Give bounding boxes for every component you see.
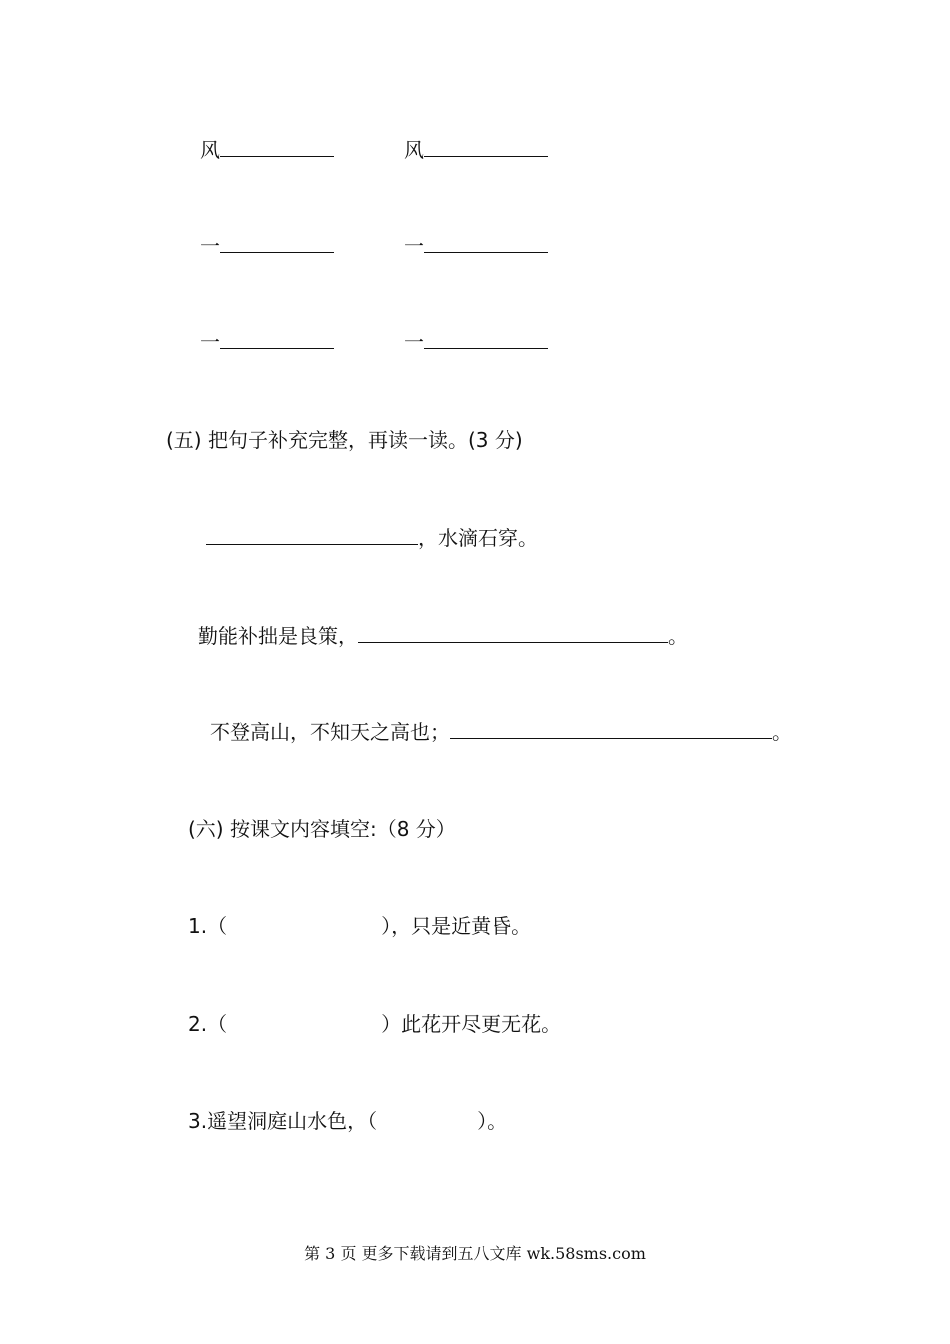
sentence-text: 勤能补拙是良策， — [198, 624, 358, 648]
sentence-text: ，水滴石穿。 — [418, 526, 538, 550]
answer-blank[interactable] — [424, 328, 548, 349]
question-1 — [188, 912, 531, 940]
answer-blank[interactable] — [220, 136, 334, 157]
question-prefix: 1.（ — [188, 914, 228, 938]
section-6-heading: (六) 按课文内容填空:（8 分） — [188, 817, 456, 841]
answer-blank[interactable] — [424, 136, 548, 157]
answer-blank[interactable] — [424, 232, 548, 253]
sentence-text: 不登高山，不知天之高也； — [210, 720, 450, 744]
word-row-3 — [200, 328, 334, 356]
word-char: 风 — [200, 138, 220, 162]
word-char: 一 — [404, 234, 424, 258]
sentence-end: 。 — [668, 624, 688, 648]
question-prefix: 2.（ — [188, 1012, 228, 1036]
question-suffix: ）此花开尽更无花。 — [381, 1012, 562, 1036]
word-row-3-right — [404, 328, 548, 356]
question-2 — [188, 1010, 561, 1038]
word-char: 一 — [404, 330, 424, 354]
sentence-1 — [206, 524, 538, 552]
word-row-1 — [200, 136, 334, 164]
sentence-3 — [210, 718, 792, 746]
answer-blank[interactable] — [220, 328, 334, 349]
sentence-end: 。 — [772, 720, 792, 744]
answer-blank[interactable] — [358, 622, 668, 643]
section-5-heading: (五) 把句子补充完整，再读一读。(3 分) — [166, 428, 523, 452]
question-prefix: 3.遥望洞庭山水色，（ — [188, 1109, 378, 1133]
answer-blank[interactable] — [206, 524, 418, 545]
word-row-2 — [200, 232, 334, 260]
sentence-2 — [198, 622, 688, 650]
word-char: 一 — [200, 330, 220, 354]
word-row-1-right — [404, 136, 548, 164]
question-suffix: ）。 — [477, 1109, 508, 1133]
word-char: 一 — [200, 234, 220, 258]
word-char: 风 — [404, 138, 424, 162]
question-suffix: ），只是近黄昏。 — [381, 914, 532, 938]
question-3 — [188, 1107, 507, 1135]
page-footer: 第 3 页 更多下载请到五八文库 wk.58sms.com — [304, 1244, 646, 1263]
answer-blank[interactable] — [220, 232, 334, 253]
word-row-2-right — [404, 232, 548, 260]
answer-blank[interactable] — [450, 718, 772, 739]
